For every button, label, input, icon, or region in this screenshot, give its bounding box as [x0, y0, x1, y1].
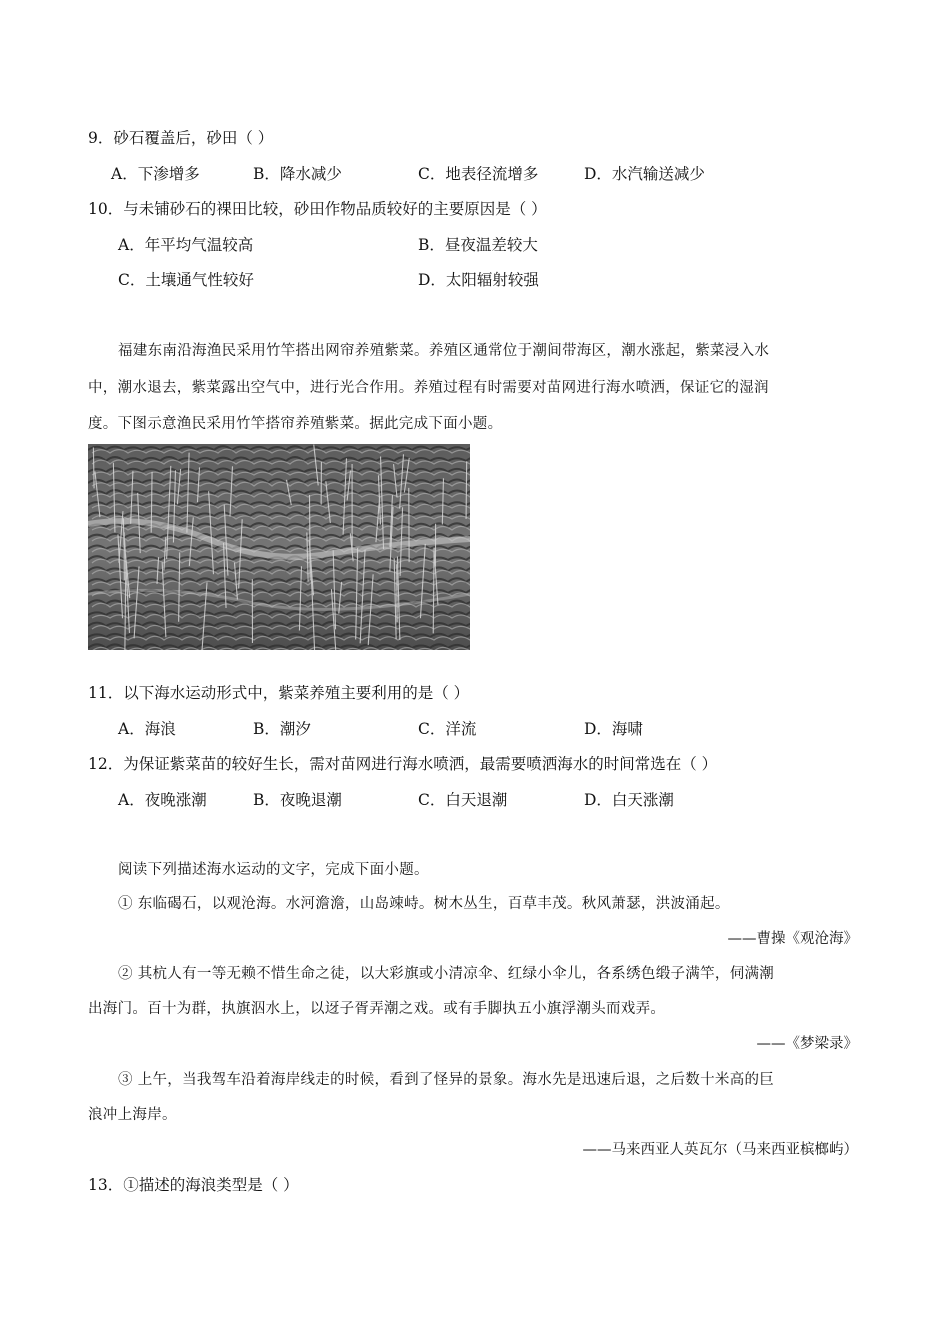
q10-option-a: A．年平均气温较高 [118, 236, 254, 254]
question-11-stem: 11．以下海水运动形式中，紫菜养殖主要利用的是（ ） [88, 684, 470, 702]
passage-1-line-1: 福建东南沿海渔民采用竹竿搭出网帘养殖紫菜。养殖区通常位于潮间带海区，潮水涨起，紫菜浸入水 [118, 343, 770, 359]
q11-option-c: C．洋流 [418, 720, 477, 738]
q11-option-d: D．海啸 [584, 720, 643, 738]
q9-option-c: C．地表径流增多 [418, 165, 539, 183]
passage-2-source-2: ——《梦梁录》 [756, 1036, 858, 1052]
passage-2-item-3-line-1: ③ 上午，当我驾车沿着海岸线走的时候，看到了怪异的景象。海水先是迅速后退，之后数十米高的巨 [118, 1072, 775, 1088]
passage-2-source-3: ——马来西亚人英瓦尔（马来西亚槟榔屿） [582, 1142, 858, 1158]
question-13-stem: 13．①描述的海浪类型是（ ） [88, 1176, 299, 1194]
q12-option-c: C．白天退潮 [418, 791, 508, 809]
passage-2-item-2-line-1: ② 其杭人有一等无赖不惜生命之徒，以大彩旗或小清凉伞、红绿小伞儿，各系绣色缎子满竿，伺满潮 [118, 966, 775, 982]
passage-1-line-2: 中，潮水退去，紫菜露出空气中，进行光合作用。养殖过程有时需要对苗网进行海水喷洒，保证它的湿润 [88, 380, 769, 396]
q12-option-a: A．夜晚涨潮 [118, 791, 207, 809]
question-12-stem: 12．为保证紫菜苗的较好生长，需对苗网进行海水喷洒，最需要喷洒海水的时间常选在（ ） [88, 755, 718, 773]
seaweed-farm-photo-icon [88, 444, 470, 650]
q11-option-a: A．海浪 [118, 720, 176, 738]
passage-2-intro: 阅读下列描述海水运动的文字，完成下面小题。 [118, 862, 429, 878]
seaweed-farm-photo [88, 444, 470, 650]
q12-option-b: B．夜晚退潮 [253, 791, 342, 809]
passage-1-line-3: 度。下图示意渔民采用竹竿搭帘养殖紫菜。据此完成下面小题。 [88, 416, 503, 432]
passage-2-item-1: ① 东临碣石，以观沧海。水河澹澹，山岛竦峙。树木丛生，百草丰茂。秋风萧瑟，洪波涌起。 [118, 896, 730, 912]
question-10-stem: 10．与未铺砂石的裸田比较，砂田作物品质较好的主要原因是（ ） [88, 200, 547, 218]
question-9-stem: 9．砂石覆盖后，砂田（ ） [88, 129, 274, 147]
q9-option-a: A．下渗增多 [111, 165, 200, 183]
q9-option-b: B．降水减少 [253, 165, 342, 183]
q11-option-b: B．潮汐 [253, 720, 311, 738]
q12-option-d: D．白天涨潮 [584, 791, 674, 809]
q10-option-b: B．昼夜温差较大 [418, 236, 538, 254]
passage-2-source-1: ——曹操《观沧海》 [727, 931, 858, 947]
q10-option-c: C．土壤通气性较好 [118, 271, 254, 289]
passage-2-item-2-line-2: 出海门。百十为群，执旗泅水上，以迓子胥弄潮之戏。或有手脚执五小旗浮潮头而戏弄。 [88, 1001, 666, 1017]
q9-option-d: D．水汽输送减少 [584, 165, 705, 183]
passage-2-item-3-line-2: 浪冲上海岸。 [88, 1107, 177, 1123]
q10-option-d: D．太阳辐射较强 [418, 271, 539, 289]
